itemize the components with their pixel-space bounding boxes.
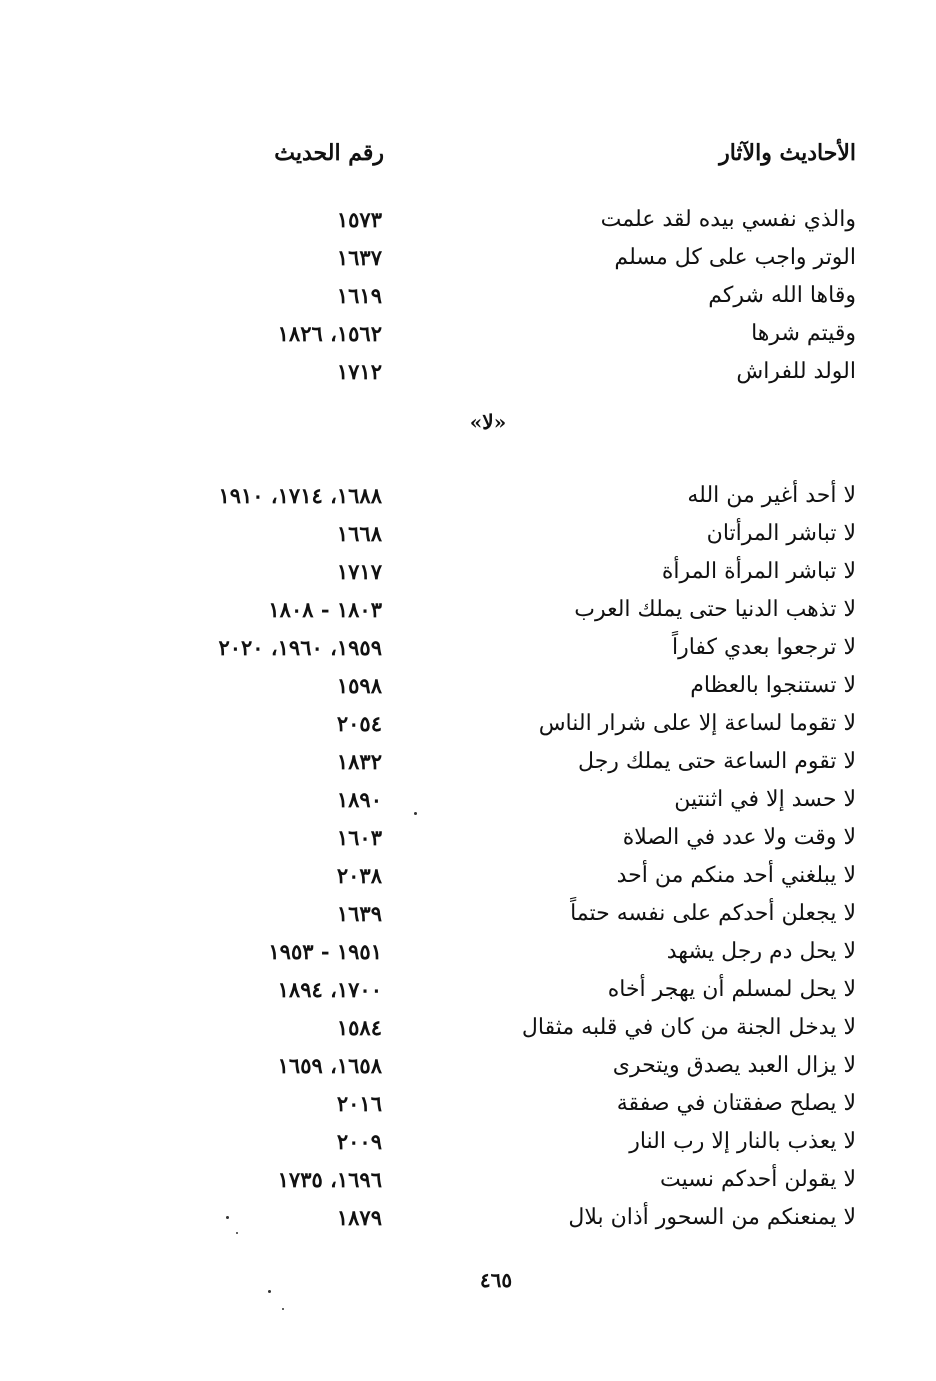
hadith-number: ١٦٠٣ xyxy=(336,825,382,850)
hadith-text: الولد للفراش xyxy=(736,359,856,384)
table-row xyxy=(0,863,936,901)
hadith-text: لا تباشر المرأة المرأة xyxy=(661,559,856,584)
table-row xyxy=(0,977,936,1015)
hadith-text: لا تقوم الساعة حتى يملك رجل xyxy=(578,749,856,774)
hadith-text: لا أحد أغير من الله xyxy=(687,483,856,508)
hadith-number: ١٩٥١ - ١٩٥٣ xyxy=(268,939,382,964)
section-label: «لا» xyxy=(469,410,507,434)
hadith-text: لا تباشر المرأتان xyxy=(706,521,856,546)
hadith-text: لا تذهب الدنيا حتى يملك العرب xyxy=(574,597,856,622)
table-row xyxy=(0,901,936,939)
table-header xyxy=(0,140,936,176)
hadith-number: ١٧٠٠، ١٨٩٤ xyxy=(277,977,382,1002)
hadith-number: ١٥٩٨ xyxy=(336,673,382,698)
table-row xyxy=(0,711,936,749)
hadith-text: وقيتم شرها xyxy=(751,321,856,346)
hadith-text: لا يقولن أحدكم نسيت xyxy=(660,1167,856,1192)
scan-speck xyxy=(414,812,417,815)
table-row xyxy=(0,1091,936,1129)
table-row xyxy=(0,787,936,825)
hadith-number: ١٦٩٦، ١٧٣٥ xyxy=(277,1167,382,1192)
table-row xyxy=(0,559,936,597)
hadith-text: لا يحل دم رجل يشهد xyxy=(666,939,856,964)
table-row xyxy=(0,359,936,397)
table-row xyxy=(0,1015,936,1053)
table-row xyxy=(0,521,936,559)
hadith-text: لا يحل لمسلم أن يهجر أخاه xyxy=(607,977,856,1002)
table-row xyxy=(0,597,936,635)
hadith-number: ٢٠٠٩ xyxy=(336,1129,382,1154)
table-row xyxy=(0,673,936,711)
hadith-number: ٢٠٥٤ xyxy=(336,711,382,736)
hadith-text: لا يصلح صفقتان في صفقة xyxy=(616,1091,856,1116)
hadith-text: لا يزال العبد يصدق ويتحرى xyxy=(612,1053,856,1078)
hadith-text: لا ترجعوا بعدي كفاراً xyxy=(671,635,856,660)
hadith-number: ١٨٩٠ xyxy=(336,787,382,812)
number-column-title: رقم الحديث xyxy=(274,140,384,166)
scan-speck xyxy=(268,1290,271,1293)
hadith-number: ١٦٨٨، ١٧١٤، ١٩١٠ xyxy=(218,483,382,508)
hadith-text: لا يعذب بالنار إلا رب النار xyxy=(629,1129,856,1154)
hadith-number: ١٨٠٣ - ١٨٠٨ xyxy=(268,597,382,622)
hadith-number: ١٨٧٩ xyxy=(336,1205,382,1230)
section-heading xyxy=(0,410,936,434)
hadith-number: ١٦١٩ xyxy=(336,283,382,308)
hadith-text: لا يجعلن أحدكم على نفسه حتماً xyxy=(570,901,856,926)
table-row xyxy=(0,749,936,787)
table-row xyxy=(0,207,936,245)
hadith-number: ١٦٣٧ xyxy=(336,245,382,270)
scan-speck xyxy=(236,1232,238,1234)
scan-speck xyxy=(226,1216,229,1219)
table-row xyxy=(0,283,936,321)
hadith-number: ٢٠١٦ xyxy=(336,1091,382,1116)
table-row xyxy=(0,245,936,283)
table-row xyxy=(0,939,936,977)
hadith-text: لا تقوما لساعة إلا على شرار الناس xyxy=(538,711,856,736)
table-row xyxy=(0,635,936,673)
hadith-text: وقاها الله شركم xyxy=(708,283,856,308)
hadith-number: ١٥٦٢، ١٨٢٦ xyxy=(277,321,382,346)
hadith-number: ١٧١٢ xyxy=(336,359,382,384)
page-number-block xyxy=(0,1268,936,1292)
hadith-number: ١٥٧٣ xyxy=(336,207,382,232)
table-row xyxy=(0,1167,936,1205)
hadith-text: الوتر واجب على كل مسلم xyxy=(614,245,856,270)
hadith-text: لا وقت ولا عدد في الصلاة xyxy=(622,825,856,850)
scan-speck xyxy=(282,1308,284,1310)
table-row xyxy=(0,1053,936,1091)
hadith-number: ١٦٥٨، ١٦٥٩ xyxy=(277,1053,382,1078)
hadith-text: لا حسد إلا في اثنتين xyxy=(674,787,856,812)
hadith-number: ١٧١٧ xyxy=(336,559,382,584)
table-row xyxy=(0,321,936,359)
table-row xyxy=(0,825,936,863)
hadith-text: لا يمنعنكم من السحور أذان بلال xyxy=(568,1205,856,1230)
hadith-number: ١٥٨٤ xyxy=(336,1015,382,1040)
hadith-number: ١٨٣٢ xyxy=(336,749,382,774)
page-number: ٤٦٥ xyxy=(479,1268,513,1292)
hadith-text: لا تستنجوا بالعظام xyxy=(690,673,856,698)
table-row xyxy=(0,1129,936,1167)
hadith-column-title: الأحاديث والآثار xyxy=(719,140,856,166)
hadith-number: ١٩٥٩، ١٩٦٠، ٢٠٢٠ xyxy=(218,635,382,660)
hadith-number: ٢٠٣٨ xyxy=(336,863,382,888)
hadith-text: لا يدخل الجنة من كان في قلبه مثقال xyxy=(521,1015,856,1040)
hadith-text: والذي نفسي بيده لقد علمت xyxy=(600,207,856,232)
table-row xyxy=(0,1205,936,1243)
hadith-number: ١٦٣٩ xyxy=(336,901,382,926)
table-row xyxy=(0,483,936,521)
hadith-text: لا يبلغني أحد منكم من أحد xyxy=(616,863,856,888)
hadith-number: ١٦٦٨ xyxy=(336,521,382,546)
